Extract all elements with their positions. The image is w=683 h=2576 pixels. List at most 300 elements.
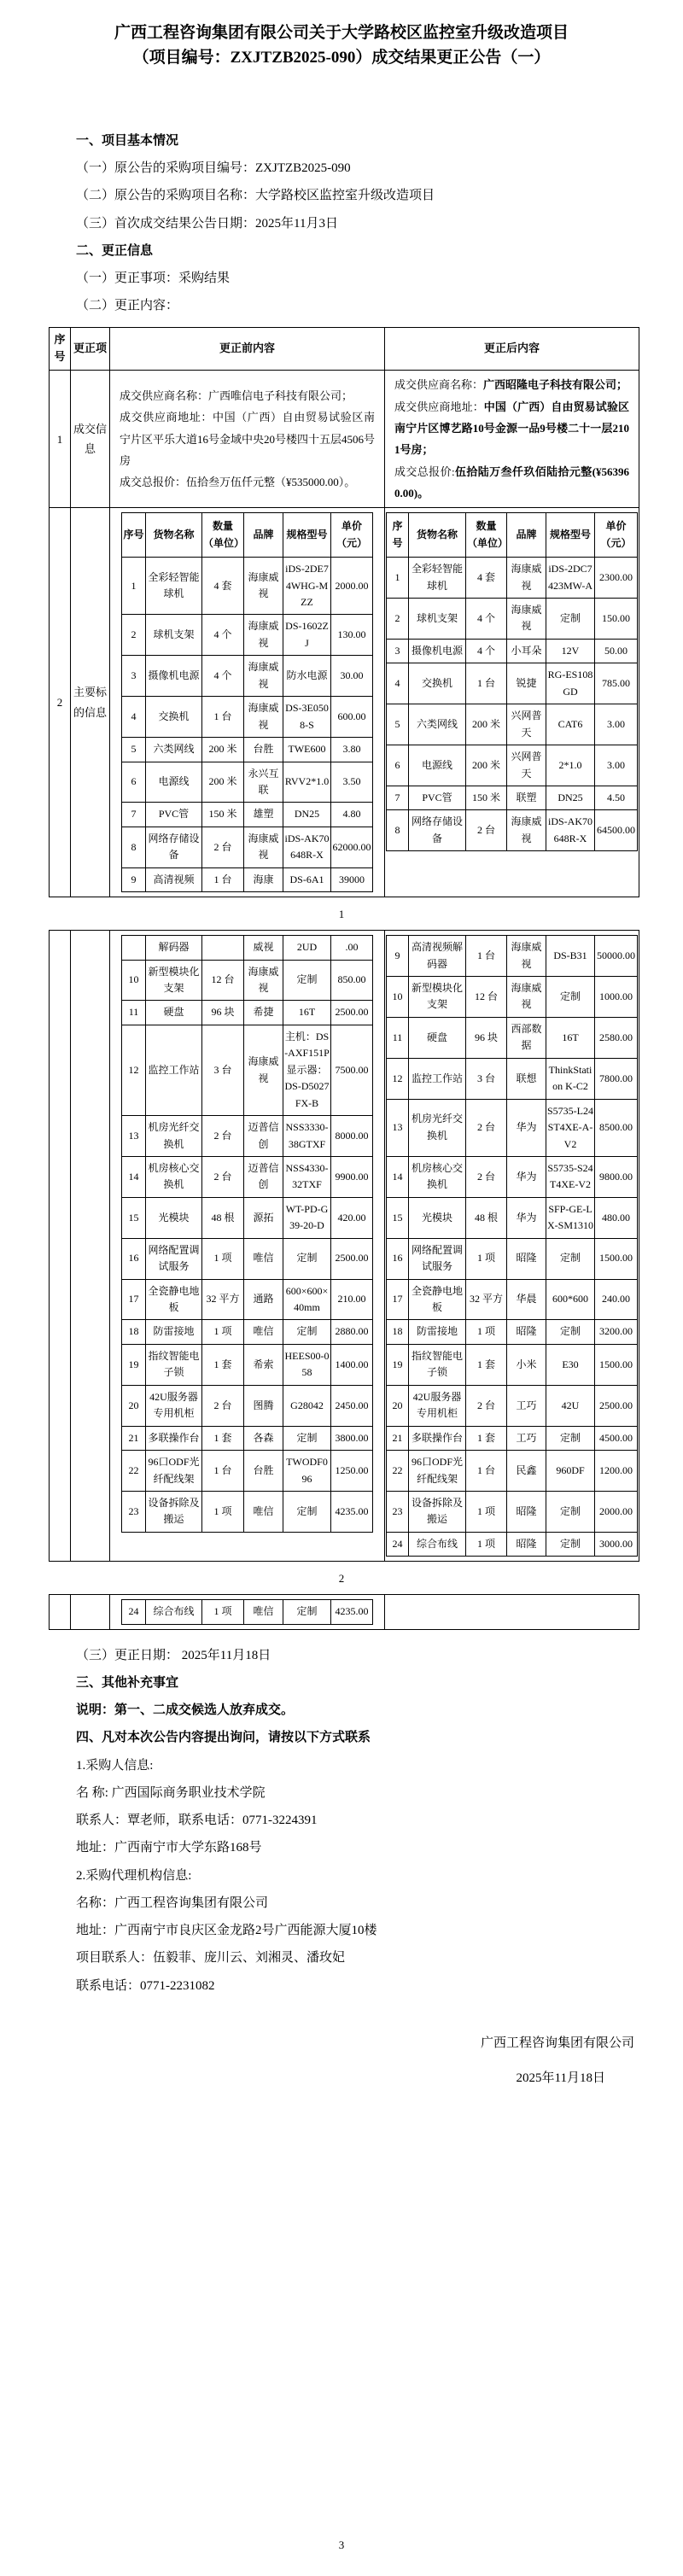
page-number-1: 1 — [338, 908, 345, 921]
goods-cell-num: 2 — [387, 599, 409, 640]
agency-phone: 联系电话：0771-2231082 — [76, 1978, 215, 1993]
goods-cell-price: 2500.00 — [331, 1238, 373, 1279]
goods-cell-qty: 1 台 — [202, 697, 244, 738]
goods-cell-brand: 源拓 — [244, 1197, 283, 1238]
goods-cell-price: 1250.00 — [331, 1451, 373, 1492]
goods-cell-brand: 民鑫 — [507, 1451, 546, 1492]
goods-cell-brand: 华为 — [507, 1099, 546, 1156]
correction-table-header-row — [50, 327, 639, 371]
goods-cell-brand: 威视 — [244, 936, 283, 960]
header-before-content: 更正前内容 — [110, 327, 385, 371]
goods-cell-num: 20 — [387, 1385, 409, 1426]
goods-cell-brand: 台胜 — [244, 1451, 283, 1492]
value: 中国（广西）自由贸易试验区南宁片区博艺路10号金源一品9号楼二十一层2101号房； — [394, 400, 629, 457]
row-item-empty — [71, 931, 110, 1562]
goods-cell-num: 4 — [122, 697, 146, 738]
correction-row-1 — [50, 371, 639, 508]
value: 广西唯信电子科技有限公司； — [208, 388, 353, 402]
goods-cell-price: 3.50 — [331, 762, 373, 803]
goods-row — [387, 1238, 638, 1279]
goods-cell-name: 监控工作站 — [146, 1025, 202, 1115]
goods-cell-brand: 海康威视 — [507, 810, 546, 851]
goods-row — [122, 960, 373, 1001]
goods-cell-price: 1000.00 — [595, 977, 638, 1018]
goods-row — [122, 1344, 373, 1385]
section2-heading: 二、更正信息 — [76, 243, 154, 258]
goods-cell-qty: 1 项 — [466, 1532, 507, 1556]
goods-row — [387, 745, 638, 786]
goods-cell-model: 定制 — [546, 1491, 595, 1532]
goods-cell-model: 2*1.0 — [546, 745, 595, 786]
goods-cell-brand: 海康威视 — [244, 1025, 283, 1115]
goods-cell-num: 4 — [387, 663, 409, 704]
goods-cell-num: 12 — [387, 1058, 409, 1099]
goods-cell-name: 网络存储设备 — [146, 827, 202, 867]
after-total-price — [394, 461, 629, 505]
goods-cell-name: 球机支架 — [146, 615, 202, 656]
goods-cell-model: DN25 — [546, 786, 595, 809]
goods-cell-model: WT-PD-G39-20-D — [283, 1197, 331, 1238]
agency-address: 地址：广西南宁市良庆区金龙路2号广西能源大厦10楼 — [76, 1924, 377, 1938]
goods-cell-model: DS-3E0508-S — [283, 697, 331, 738]
goods-header-qty: 数量（单位） — [466, 513, 507, 558]
goods-cell-price: 4500.00 — [595, 1426, 638, 1450]
document-title — [49, 20, 634, 71]
goods-header-price: 单价（元） — [331, 513, 373, 558]
goods-cell-num: 9 — [122, 867, 146, 891]
goods-cell-brand: 希索 — [244, 1344, 283, 1385]
goods-cell-model: 定制 — [546, 599, 595, 640]
goods-cell-name: 硬盘 — [409, 1017, 466, 1058]
goods-cell-model: CAT6 — [546, 704, 595, 745]
goods-cell-price: 3000.00 — [595, 1532, 638, 1556]
goods-cell-qty: 32 平方 — [202, 1279, 244, 1320]
value: 广西昭隆电子科技有限公司； — [483, 378, 628, 392]
goods-cell-qty: 48 根 — [202, 1197, 244, 1238]
row-item-empty — [71, 1595, 110, 1629]
goods-cell-brand: 工巧 — [507, 1426, 546, 1450]
goods-cell-qty: 4 个 — [466, 639, 507, 663]
goods-rows-before-24 — [122, 1600, 373, 1624]
goods-cell-name: 多联操作台 — [146, 1426, 202, 1450]
goods-cell-price: 4235.00 — [331, 1600, 373, 1624]
goods-row — [122, 762, 373, 803]
goods-row-9-part2 — [122, 936, 373, 960]
goods-cell-qty: 1 套 — [202, 1344, 244, 1385]
goods-cell-qty: 1 台 — [466, 936, 507, 977]
goods-cell-num: 22 — [122, 1451, 146, 1492]
goods-cell-qty: 1 台 — [202, 867, 244, 891]
goods-cell-num: 20 — [122, 1385, 146, 1426]
goods-cell-num: 7 — [122, 803, 146, 827]
correction-table-page-1 — [49, 327, 639, 898]
goods-table-after-p2 — [386, 935, 638, 1557]
goods-cell-name: 六类网线 — [146, 738, 202, 762]
goods-cell-num: 3 — [387, 639, 409, 663]
goods-cell-name: 防雷接地 — [409, 1320, 466, 1344]
row2-before-cell-continued-2 — [110, 1595, 385, 1629]
header-correction-item: 更正项 — [71, 327, 110, 371]
correction-row-2-continued — [50, 931, 639, 1562]
section2-item-correction-content: （二）更正内容： — [76, 299, 179, 313]
row1-seq: 1 — [50, 371, 71, 508]
goods-cell-qty: 200 米 — [466, 704, 507, 745]
goods-row — [387, 936, 638, 977]
goods-row — [387, 1197, 638, 1238]
goods-cell-price: 7800.00 — [595, 1058, 638, 1099]
goods-cell-model: 定制 — [283, 1426, 331, 1450]
goods-cell-price: 1200.00 — [595, 1451, 638, 1492]
goods-row — [122, 827, 373, 867]
goods-cell-price: 4.50 — [595, 786, 638, 809]
goods-cell-brand: 联想 — [507, 1058, 546, 1099]
goods-cell-model: DS-6A1 — [283, 867, 331, 891]
goods-cell-num: 15 — [387, 1197, 409, 1238]
goods-row — [122, 1385, 373, 1426]
goods-cell-brand: 华晨 — [507, 1279, 546, 1320]
goods-row — [122, 1451, 373, 1492]
goods-cell-model: 定制 — [546, 1426, 595, 1450]
goods-cell-brand: 海康威视 — [244, 615, 283, 656]
goods-cell-price: 850.00 — [331, 960, 373, 1001]
row2-item: 主要标的信息 — [71, 508, 110, 897]
goods-row — [122, 1491, 373, 1532]
goods-cell-model: 防水电源 — [283, 656, 331, 697]
goods-cell-brand: 通路 — [244, 1279, 283, 1320]
row2-after-cell — [385, 508, 639, 897]
goods-cell-brand: 海康威视 — [507, 936, 546, 977]
goods-cell-name: 机房光纤交换机 — [409, 1099, 466, 1156]
goods-cell-brand: 兴网普天 — [507, 704, 546, 745]
purchaser-name: 名 称: 广西国际商务职业技术学院 — [76, 1785, 266, 1800]
goods-cell-price: 4.80 — [331, 803, 373, 827]
goods-cell-price: 8500.00 — [595, 1099, 638, 1156]
goods-cell-model: 定制 — [283, 1600, 331, 1624]
signature-date: 2025年11月18日 — [516, 2071, 605, 2085]
goods-cell-qty: 12 台 — [466, 977, 507, 1018]
goods-cell-brand: 希捷 — [244, 1001, 283, 1025]
goods-cell-num: 16 — [387, 1238, 409, 1279]
goods-cell-num: 24 — [387, 1532, 409, 1556]
goods-cell-num: 6 — [122, 762, 146, 803]
goods-row — [387, 558, 638, 599]
goods-cell-num: 19 — [122, 1344, 146, 1385]
goods-cell-qty: 4 个 — [202, 656, 244, 697]
goods-cell-price: 2500.00 — [595, 1385, 638, 1426]
goods-cell-model: TWODF096 — [283, 1451, 331, 1492]
goods-cell-num: 6 — [387, 745, 409, 786]
goods-cell-name: 摄像机电源 — [409, 639, 466, 663]
goods-header-seq: 序号 — [122, 513, 146, 558]
goods-cell-brand: 图腾 — [244, 1385, 283, 1426]
goods-cell-name: 光模块 — [409, 1197, 466, 1238]
goods-row — [122, 1156, 373, 1197]
goods-cell-price: 240.00 — [595, 1279, 638, 1320]
agency-contacts: 项目联系人：伍毅菲、庞川云、刘湘灵、潘玫妃 — [76, 1951, 346, 1966]
goods-row — [387, 1156, 638, 1197]
goods-cell-model: ThinkStation K-C2 — [546, 1058, 595, 1099]
row2-before-cell-continued — [110, 931, 385, 1562]
goods-row — [387, 1279, 638, 1320]
goods-cell-price: 8000.00 — [331, 1116, 373, 1157]
goods-cell-price: 1400.00 — [331, 1344, 373, 1385]
goods-cell-qty: 4 套 — [202, 558, 244, 615]
goods-cell-name: 新型模块化支架 — [409, 977, 466, 1018]
goods-cell-price: 39000 — [331, 867, 373, 891]
goods-cell-qty: 1 台 — [466, 1451, 507, 1492]
goods-cell-price: 3.00 — [595, 704, 638, 745]
goods-cell-name: 交换机 — [146, 697, 202, 738]
goods-cell-brand: 唯信 — [244, 1600, 283, 1624]
goods-cell-model: 定制 — [283, 1320, 331, 1344]
goods-cell-name: 防雷接地 — [146, 1320, 202, 1344]
goods-cell-name: 指纹智能电子锁 — [146, 1344, 202, 1385]
goods-cell-num: 17 — [122, 1279, 146, 1320]
after-supplier-address — [394, 396, 629, 461]
goods-cell-price: 420.00 — [331, 1197, 373, 1238]
goods-cell-name: 电源线 — [146, 762, 202, 803]
row-seq-empty — [50, 1595, 71, 1629]
goods-cell-name: 摄像机电源 — [146, 656, 202, 697]
purchaser-info-label: 1.采购人信息: — [76, 1758, 154, 1773]
goods-cell-qty: 32 平方 — [466, 1279, 507, 1320]
section4-heading: 四、凡对本次公告内容提出询问，请按以下方式联系 — [76, 1731, 371, 1745]
goods-cell-price: 2500.00 — [331, 1001, 373, 1025]
goods-cell-brand: 永兴互联 — [244, 762, 283, 803]
goods-row — [387, 786, 638, 809]
goods-cell-model: 600×600×40mm — [283, 1279, 331, 1320]
row2-after-cell-empty — [385, 1595, 639, 1629]
goods-table-after-p1 — [386, 512, 638, 851]
goods-cell-price: 3200.00 — [595, 1320, 638, 1344]
goods-cell-brand: 华为 — [507, 1156, 546, 1197]
goods-cell-num: 21 — [387, 1426, 409, 1450]
goods-cell-brand: 各森 — [244, 1426, 283, 1450]
goods-cell-model: RVV2*1.0 — [283, 762, 331, 803]
goods-row — [387, 599, 638, 640]
goods-cell-model: iDS-AK70648R-X — [283, 827, 331, 867]
goods-cell-brand: 迈普信创 — [244, 1116, 283, 1157]
page-number-2: 2 — [338, 1572, 345, 1586]
goods-table-before-p3 — [121, 1599, 373, 1624]
goods-cell-brand: 西部数据 — [507, 1017, 546, 1058]
goods-header-brand: 品牌 — [244, 513, 283, 558]
goods-row — [387, 1426, 638, 1450]
goods-cell-num: 14 — [387, 1156, 409, 1197]
header-after-content: 更正后内容 — [385, 327, 639, 371]
goods-cell-num: 21 — [122, 1426, 146, 1450]
goods-row — [122, 615, 373, 656]
goods-rows-after-1-8 — [387, 558, 638, 851]
page-number-3: 3 — [338, 2538, 345, 2551]
goods-cell-num: 15 — [122, 1197, 146, 1238]
goods-row — [387, 663, 638, 704]
goods-row — [387, 1017, 638, 1058]
section1-item-first-announcement-date: （三）首次成交结果公告日期：2025年11月3日 — [76, 216, 338, 231]
goods-cell-num: 13 — [122, 1116, 146, 1157]
goods-cell-model: iDS-AK70648R-X — [546, 810, 595, 851]
goods-cell-model: G28042 — [283, 1385, 331, 1426]
purchaser-address: 地址：广西南宁市大学东路168号 — [76, 1841, 262, 1855]
before-supplier-address — [120, 406, 375, 471]
goods-row — [387, 1344, 638, 1385]
section1-item-project-number: （一）原公告的采购项目编号：ZXJTZB2025-090 — [76, 161, 351, 176]
goods-cell-qty: 1 套 — [466, 1344, 507, 1385]
goods-cell-name: 交换机 — [409, 663, 466, 704]
label: 成交供应商地址： — [394, 400, 484, 413]
goods-cell-name: 全彩轻智能球机 — [146, 558, 202, 615]
goods-cell-name: 高清视频解码器 — [409, 936, 466, 977]
goods-cell-brand: 锐捷 — [507, 663, 546, 704]
section1-item-project-name: （二）原公告的采购项目名称：大学路校区监控室升级改造项目 — [76, 189, 435, 203]
goods-cell-qty: 200 米 — [202, 762, 244, 803]
goods-cell-model: iDS-2DE74WHG-MZZ — [283, 558, 331, 615]
goods-cell-brand: 雄塑 — [244, 803, 283, 827]
goods-row — [387, 704, 638, 745]
goods-cell-qty: 1 台 — [466, 663, 507, 704]
goods-cell-brand: 海康威视 — [507, 599, 546, 640]
goods-cell-brand: 海康威视 — [507, 558, 546, 599]
goods-cell-brand: 小米 — [507, 1344, 546, 1385]
goods-cell-price: 62000.00 — [331, 827, 373, 867]
goods-cell-price: 2300.00 — [595, 558, 638, 599]
goods-table-before-p2 — [121, 935, 373, 1533]
label: 成交总报价: — [394, 464, 455, 478]
goods-cell-qty: 4 个 — [202, 615, 244, 656]
purchaser-contact: 联系人：覃老师，联系电话：0771-3224391 — [76, 1814, 318, 1828]
goods-cell-price: 130.00 — [331, 615, 373, 656]
goods-cell-price: 9900.00 — [331, 1156, 373, 1197]
goods-cell-model: 定制 — [283, 960, 331, 1001]
goods-cell-qty — [202, 936, 244, 960]
goods-cell-model: 定制 — [283, 1491, 331, 1532]
goods-cell-name: 机房光纤交换机 — [146, 1116, 202, 1157]
goods-cell-brand: 海康威视 — [244, 960, 283, 1001]
goods-cell-brand: 昭隆 — [507, 1532, 546, 1556]
goods-cell-qty: 96 块 — [466, 1017, 507, 1058]
goods-cell-num: 8 — [122, 827, 146, 867]
goods-cell-num: 10 — [122, 960, 146, 1001]
goods-row — [387, 1491, 638, 1532]
goods-cell-qty: 3 台 — [202, 1025, 244, 1115]
goods-cell-name: 网络配置调试服务 — [146, 1238, 202, 1279]
agency-info-label: 2.采购代理机构信息: — [76, 1868, 192, 1883]
goods-cell-price: 64500.00 — [595, 810, 638, 851]
goods-row — [122, 1279, 373, 1320]
signature-org: 广西工程咨询集团有限公司 — [480, 2036, 634, 2050]
goods-row — [122, 1600, 373, 1624]
goods-cell-price: 210.00 — [331, 1279, 373, 1320]
goods-rows-before-10-23 — [122, 960, 373, 1532]
goods-cell-name: 光模块 — [146, 1197, 202, 1238]
goods-row — [122, 803, 373, 827]
goods-cell-price: 2580.00 — [595, 1017, 638, 1058]
goods-cell-model: DS-1602ZJ — [283, 615, 331, 656]
goods-row — [122, 1426, 373, 1450]
goods-cell-name: 机房核心交换机 — [409, 1156, 466, 1197]
goods-cell-num: 22 — [387, 1451, 409, 1492]
goods-cell-name: 新型模块化支架 — [146, 960, 202, 1001]
goods-cell-model: 600*600 — [546, 1279, 595, 1320]
goods-cell-price: 2000.00 — [595, 1491, 638, 1532]
row1-before-cell — [110, 371, 385, 508]
goods-cell-brand: 昭隆 — [507, 1491, 546, 1532]
goods-header-price: 单价（元） — [595, 513, 638, 558]
goods-cell-qty: 1 项 — [202, 1491, 244, 1532]
value: 伍拾陆万叁仟玖佰陆拾元整(¥563960.00)。 — [394, 464, 629, 499]
goods-cell-brand: 工巧 — [507, 1385, 546, 1426]
row2-after-cell-continued — [385, 931, 639, 1562]
goods-cell-price: 600.00 — [331, 697, 373, 738]
goods-cell-model: 定制 — [546, 977, 595, 1018]
goods-cell-model: 2UD — [283, 936, 331, 960]
goods-cell-name: 高清视频 — [146, 867, 202, 891]
goods-cell-name: PVC管 — [409, 786, 466, 809]
goods-cell-num: 23 — [122, 1491, 146, 1532]
goods-row — [387, 639, 638, 663]
goods-row — [122, 1197, 373, 1238]
goods-row — [387, 1058, 638, 1099]
row2-seq: 2 — [50, 508, 71, 897]
goods-cell-qty: 1 项 — [466, 1320, 507, 1344]
goods-cell-name: 全瓷静电地板 — [146, 1279, 202, 1320]
goods-cell-brand: 唯信 — [244, 1320, 283, 1344]
goods-cell-name: 42U服务器专用机柜 — [409, 1385, 466, 1426]
goods-cell-price: 3800.00 — [331, 1426, 373, 1450]
goods-cell-price: 4235.00 — [331, 1491, 373, 1532]
goods-cell-model: 定制 — [546, 1532, 595, 1556]
goods-row — [387, 1320, 638, 1344]
goods-cell-model: S5735-L24ST4XE-A-V2 — [546, 1099, 595, 1156]
goods-cell-qty: 2 台 — [202, 1156, 244, 1197]
goods-cell-price: 7500.00 — [331, 1025, 373, 1115]
goods-cell-model: 主机：DS-AXF151P 显示器：DS-D5027FX-B — [283, 1025, 331, 1115]
goods-cell-name: 综合布线 — [409, 1532, 466, 1556]
goods-cell-name: 解码器 — [146, 936, 202, 960]
goods-header-brand: 品牌 — [507, 513, 546, 558]
goods-header-qty: 数量（单位） — [202, 513, 244, 558]
row1-after-cell — [385, 371, 639, 508]
goods-cell-num: 1 — [122, 558, 146, 615]
goods-cell-qty: 1 套 — [466, 1426, 507, 1450]
goods-row — [122, 697, 373, 738]
correction-row-2 — [50, 508, 639, 897]
goods-cell-brand: 华为 — [507, 1197, 546, 1238]
goods-cell-qty: 1 项 — [466, 1238, 507, 1279]
goods-cell-brand: 海康威视 — [244, 558, 283, 615]
goods-rows-before-1-8 — [122, 558, 373, 868]
goods-cell-num: 1 — [387, 558, 409, 599]
goods-row — [122, 1238, 373, 1279]
goods-cell-num: 9 — [387, 936, 409, 977]
goods-cell-model: 16T — [546, 1017, 595, 1058]
goods-cell-qty: 200 米 — [466, 745, 507, 786]
goods-cell-price: 3.80 — [331, 738, 373, 762]
goods-header-seq: 序号 — [387, 513, 409, 558]
goods-cell-qty: 96 块 — [202, 1001, 244, 1025]
correction-table-page-2 — [49, 930, 639, 1562]
goods-cell-brand: 海康威视 — [244, 827, 283, 867]
goods-row — [387, 1385, 638, 1426]
goods-cell-name: 96口ODF光纤配线架 — [146, 1451, 202, 1492]
section1-heading: 一、项目基本情况 — [76, 133, 179, 148]
goods-cell-num: 18 — [122, 1320, 146, 1344]
goods-cell-model: 16T — [283, 1001, 331, 1025]
goods-header-row — [387, 513, 638, 558]
goods-cell-qty: 200 米 — [202, 738, 244, 762]
goods-cell-model: 定制 — [546, 1238, 595, 1279]
goods-cell-model: RG-ES108GD — [546, 663, 595, 704]
